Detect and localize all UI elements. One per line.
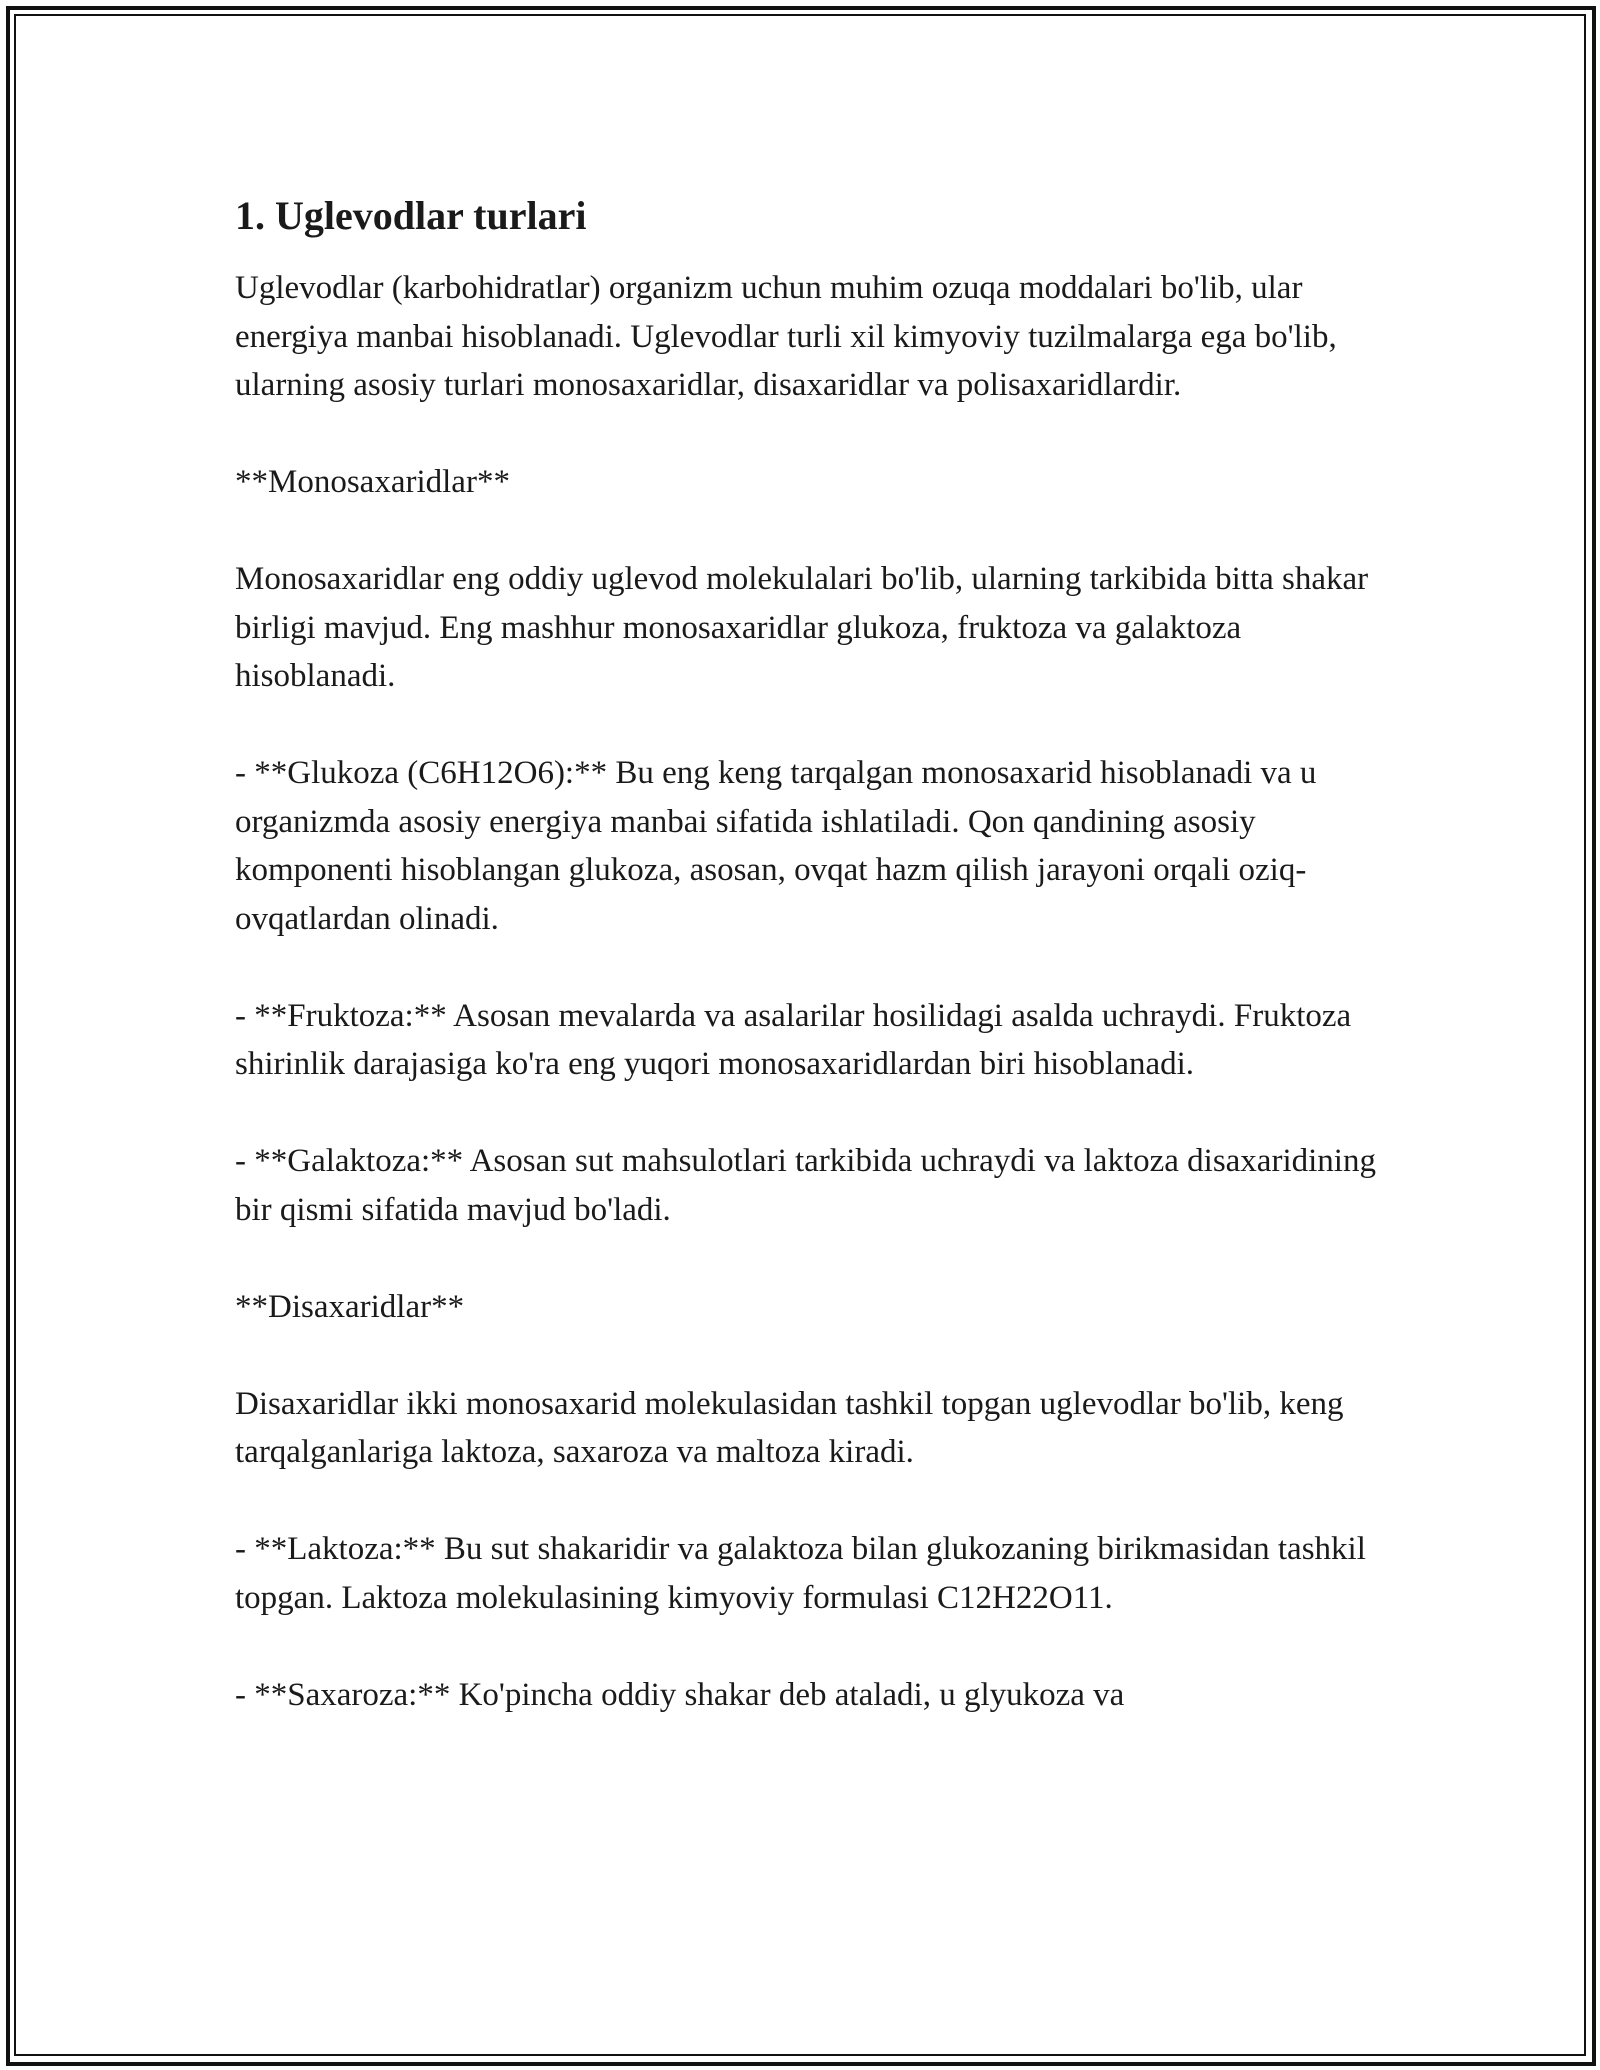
heading-disaxaridlar: **Disaxaridlar** xyxy=(235,1288,465,1325)
list-item-laktoza: - **Laktoza:** Bu sut shakaridir va galaktoza bilan glukozaning birikmasidan tashkil topgan. Laktoza molekulasining kimyoviy formulasi C12H22O11. xyxy=(235,1531,1366,1616)
paragraph-monosaxaridlar: Monosaxaridlar eng oddiy uglevod molekulalari bo'lib, ularning tarkibida bitta shakar birligi mavjud. Eng mashhur monosaxaridlar glukoza, fruktoza va galaktoza hisoblanadi. xyxy=(235,561,1369,694)
list-item-galaktoza: - **Galaktoza:** Asosan sut mahsulotlari tarkibida uchraydi va laktoza disaxaridining bir qismi sifatida mavjud bo'ladi. xyxy=(235,1143,1376,1228)
paragraph-disaxaridlar: Disaxaridlar ikki monosaxarid molekulasidan tashkil topgan uglevodlar bo'lib, keng tarqalganlariga laktoza, saxaroza va maltoza kiradi. xyxy=(235,1385,1344,1470)
heading-monosaxaridlar: **Monosaxaridlar** xyxy=(235,464,510,500)
list-item-glukoza: - **Glukoza (C6H12O6):** Bu eng keng tarqalgan monosaxarid hisoblanadi va u organizmda asosiy energiya manbai sifatida ishlatiladi. Qon qandining asosiy komponenti hisoblangan glukoza, asosan, ovqat hazm qilish jarayoni orqali oziq-ovqatlardan olinadi. xyxy=(235,755,1317,937)
paragraph-intro: Uglevodlar (karbohidratlar) organizm uchun muhim ozuqa moddalari bo'lib, ular energiya manbai hisoblanadi. Uglevodlar turli xil kimyoviy tuzilmalarga ega bo'lib, ularning asosiy turlari monosaxaridlar, disaxaridlar va polisaxaridlardir. xyxy=(235,270,1337,403)
list-item-fruktoza: - **Fruktoza:** Asosan mevalarda va asalarilar hosilidagi asalda uchraydi. Fruktoza shirinlik darajasiga ko'ra eng yuqori monosaxaridlardan biri hisoblanadi. xyxy=(235,997,1352,1082)
section-title: 1. Uglevodlar turlari xyxy=(235,193,587,238)
document-page xyxy=(235,180,1405,1719)
list-item-saxaroza: - **Saxaroza:** Ko'pincha oddiy shakar deb ataladi, u glyukoza va xyxy=(235,1676,1125,1713)
